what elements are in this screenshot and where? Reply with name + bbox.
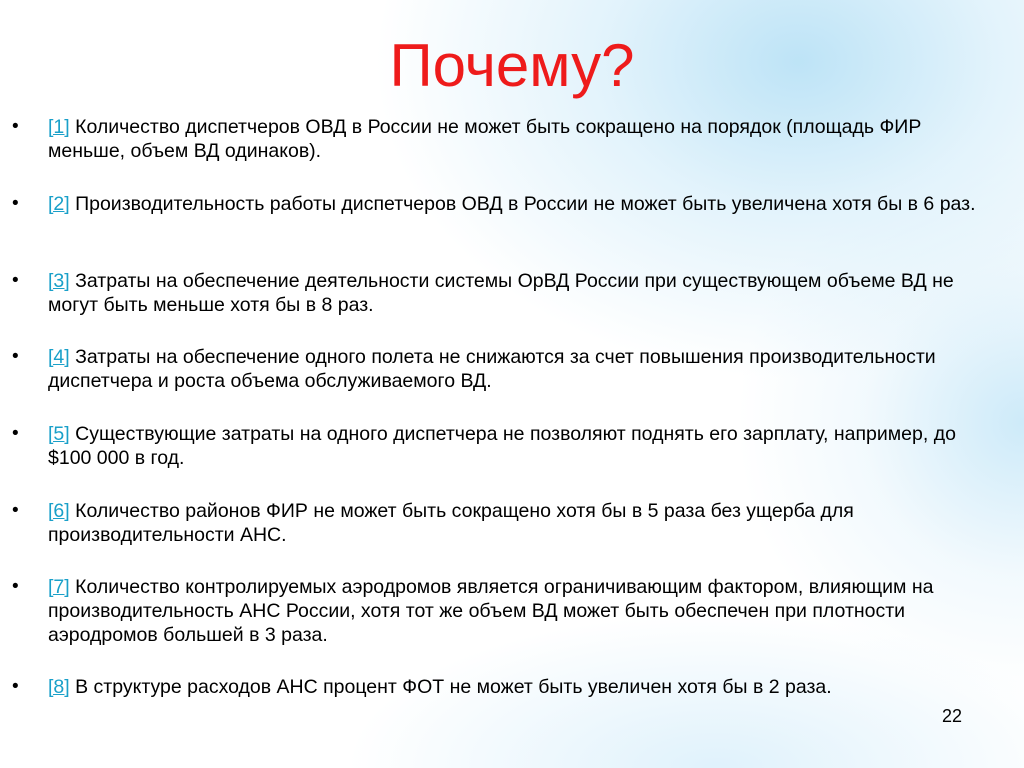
reference-link[interactable]: [4] [48,346,70,368]
list-item-text [48,345,1003,393]
list-item-body: Затраты на обеспечение одного полета не снижаются за счет повышения производительности диспетчера и роста объема обслуживаемого ВД. [48,346,936,392]
bullet-icon: • [12,576,19,597]
reference-link[interactable]: [7] [48,576,70,598]
list-item-body: В структуре расходов АНС процент ФОТ не может быть увеличен хотя бы в 2 раза. [69,676,832,698]
page-number: 22 [941,706,962,726]
reference-link[interactable]: [8] [48,676,70,698]
list-item-body: Производительность работы диспетчеров ОВД в России не может быть увеличена хотя бы в 6 раз. [69,193,976,215]
list-item-text [48,675,1003,699]
reference-link[interactable]: [1] [48,116,70,138]
reference-link[interactable]: [2] [48,193,70,215]
bullet-icon: • [12,423,19,444]
bullet-icon: • [12,346,19,367]
bullet-icon: • [12,116,19,137]
bullet-icon: • [12,500,19,521]
list-item-body: Количество диспетчеров ОВД в России не может быть сокращено на порядок (площадь ФИР меньше, объем ВД одинаков). [48,116,922,162]
reference-link[interactable]: [3] [48,270,70,292]
list-item-text [48,575,1003,647]
list-item-text [48,269,1003,317]
list-item-text [48,499,1003,547]
list-item-body: Затраты на обеспечение деятельности системы ОрВД России при существующем объеме ВД не могут быть меньше хотя бы в 8 раз. [48,270,954,316]
list-item-text [48,115,1003,163]
slide-title: Почему? [389,32,635,99]
bullet-icon: • [12,193,19,214]
reference-link[interactable]: [6] [48,500,70,522]
list-item-text [48,192,1003,216]
bullet-icon: • [12,676,19,697]
list-item-text [48,422,1003,470]
list-item-body: Количество контролируемых аэродромов является ограничивающим фактором, влияющим на производительность АНС России, хотя тот же объем ВД может быть обеспечен при плотности аэродромов большей в 3 раза. [48,576,934,646]
list-item-body: Существующие затраты на одного диспетчера не позволяют поднять его зарплату, например, до $100 000 в год. [48,423,956,469]
bullet-icon: • [12,270,19,291]
reference-link[interactable]: [5] [48,423,70,445]
list-item-body: Количество районов ФИР не может быть сокращено хотя бы в 5 раза без ущерба для производительности АНС. [48,500,854,546]
